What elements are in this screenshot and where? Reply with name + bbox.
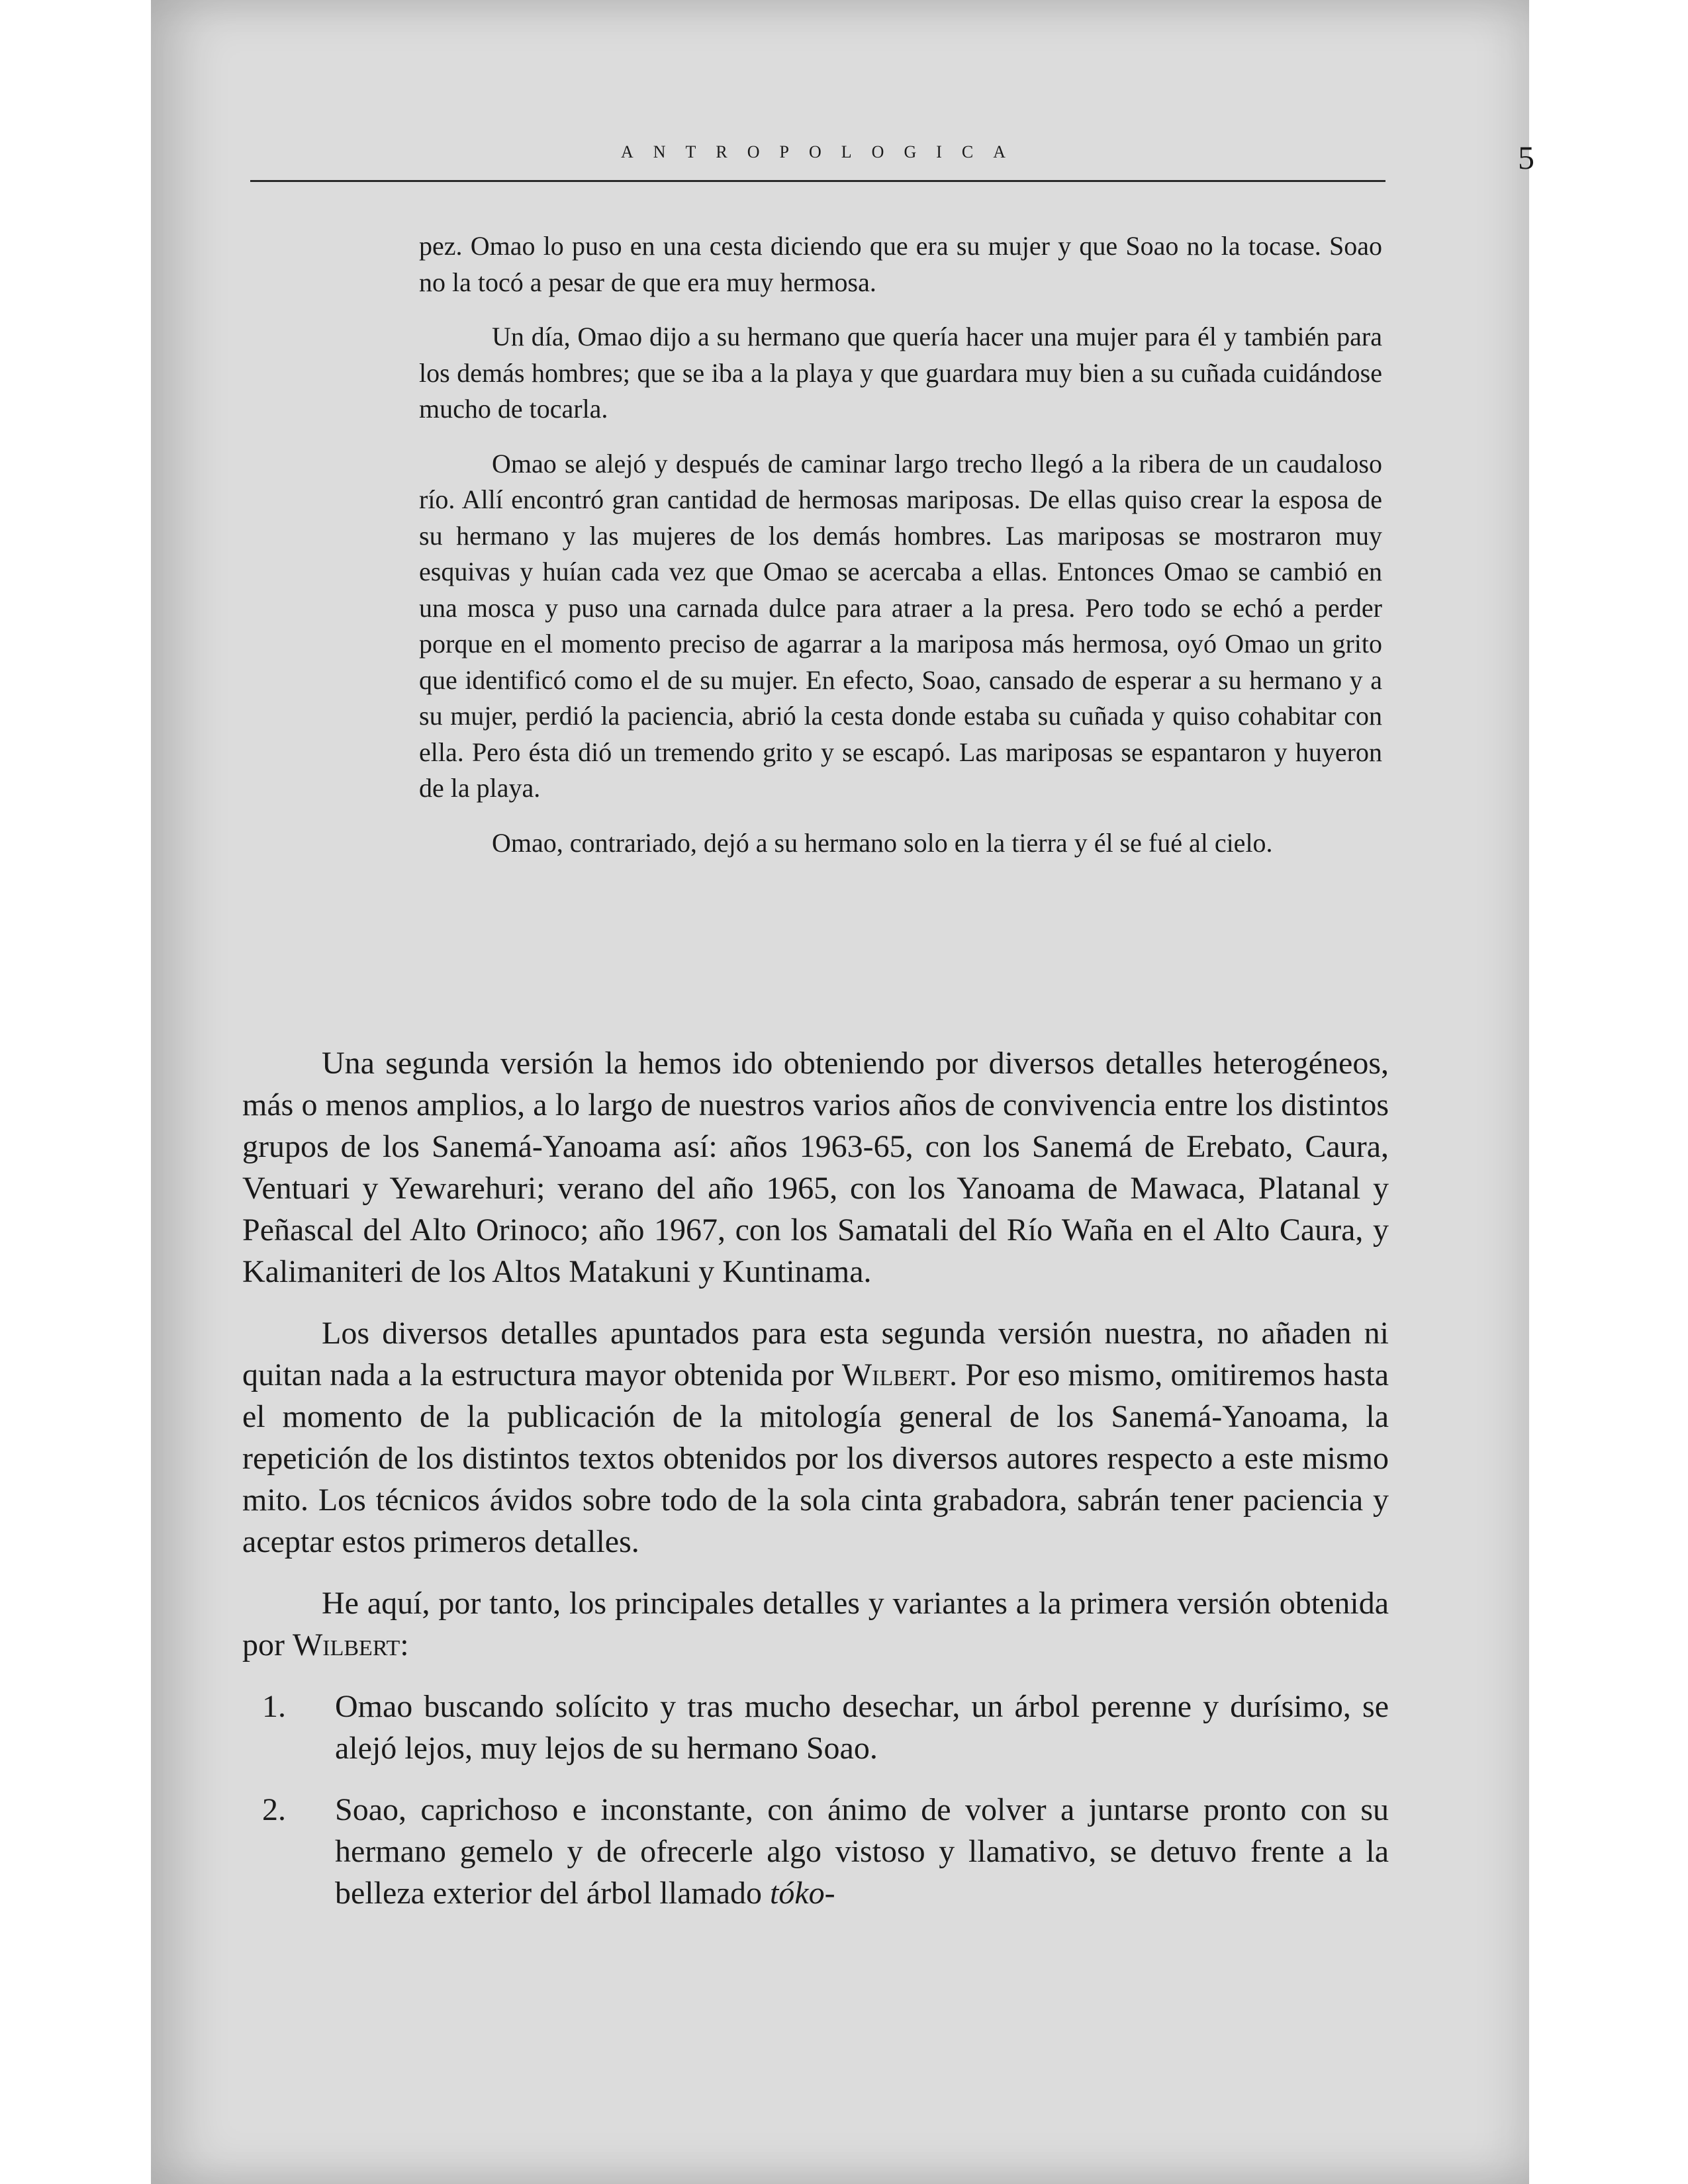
list-item [242,1789,1389,1914]
quote-paragraph-4: Omao, contrariado, dejó a su hermano solo en la tierra y él se fué al cielo. [492,827,1273,858]
running-header [250,139,1534,182]
list-item-text: Soao, caprichoso e inconstante, con ánimo de volver a juntarse pronto con su hermano gemelo y de ofrecerle algo vistoso y llamativo, se detuvo frente a la belleza exterior del árbol llamado [335,1792,1389,1911]
body-paragraph-2 [242,1312,1389,1563]
list-item-italic-word: tóko- [770,1876,835,1911]
body-paragraph-2-end: . Por eso mismo, omitiremos hasta el momento de la publicación de la mitología general de los Sanemá-Yanoama, la repetición de los distintos textos obtenidos por los diversos autores respecto a este mismo mito. Los técnicos ávidos sobre todo de la sola cinta grabadora, sabrán tener paciencia y aceptar estos primeros detalles. [242,1357,1389,1559]
page [151,0,1534,2184]
list-item-text: Omao buscando solícito y tras mucho desechar, un árbol perenne y durísimo, se alejó lejos, muy lejos de su hermano Soao. [335,1689,1389,1766]
quote-paragraph-2: Un día, Omao dijo a su hermano que quería hacer una mujer para él y también para los demás hombres; que se iba a la playa y que guardara muy bien a su cuñada cuidándose mucho de tocarla. [419,322,1382,424]
list-item-number: 2. [262,1792,286,1827]
page-number: 5 [1518,139,1534,176]
quote-paragraph-3: Omao se alejó y después de caminar largo trecho llegó a la ribera de un caudaloso río. Allí encontró gran cantidad de hermosas mariposas. De ellas quiso crear la esposa de su hermano y las mujeres de los demás hombres. Las mariposas se mostraron muy esquivas y huían cada vez que Omao se acercaba a ellas. Entonces Omao se cambió en una mosca y puso una carnada dulce para atraer a la presa. Pero todo se echó a perder porque en el momento preciso de agarrar a la mariposa más hermosa, oyó Omao un grito que identificó como el de su mujer. En efecto, Soao, cansado de esperar a su hermano y a su mujer, perdió la paciencia, abrió la cesta donde estaba su cuñada y quiso cohabitar con ella. Pero ésta dió un tremendo grito y se escapó. Las mariposas se espantaron y huyeron de la playa. [419,448,1382,803]
body-paragraph-1: Una segunda versión la hemos ido obteniendo por diversos detalles heterogéneos, más o menos amplios, a lo largo de nuestros varios años de convivencia entre los distintos grupos de los Sanemá-Yanoama así: años 1963-65, con los Sanemá de Erebato, Caura, Ventuari y Yewarehuri; verano del año 1965, con los Yanoama de Mawaca, Platanal y Peñascal del Alto Orinoco; año 1967, con los Samatali del Río Waña en el Alto Caura, y Kalimaniteri de los Altos Matakuni y Kuntinama. [242,1046,1389,1289]
journal-title: ANTROPOLOGICA [621,142,1025,161]
variant-list [242,1686,1389,1914]
body-paragraph-2-start: Los diversos detalles apuntados para esta segunda versión nuestra, no añaden ni quitan nada a la estructura mayor obtenida por [242,1316,1389,1392]
body-text [242,1042,1389,1934]
body-paragraph-3-end: : [400,1627,409,1662]
body-paragraph-3-start: He aquí, por tanto, los principales detalles y variantes a la primera versión obtenida por [242,1586,1389,1662]
quoted-myth-text [419,228,1382,880]
body-paragraph-3 [242,1582,1389,1666]
quote-paragraph-1: pez. Omao lo puso en una cesta diciendo que era su mujer y que Soao no la tocase. Soao no la tocó a pesar de que era muy hermosa. [419,231,1382,297]
author-name: Wilbert [841,1357,950,1392]
header-rule [250,180,1385,182]
author-name-2: Wilbert [292,1627,400,1662]
list-item-number: 1. [262,1689,286,1724]
list-item [242,1686,1389,1769]
